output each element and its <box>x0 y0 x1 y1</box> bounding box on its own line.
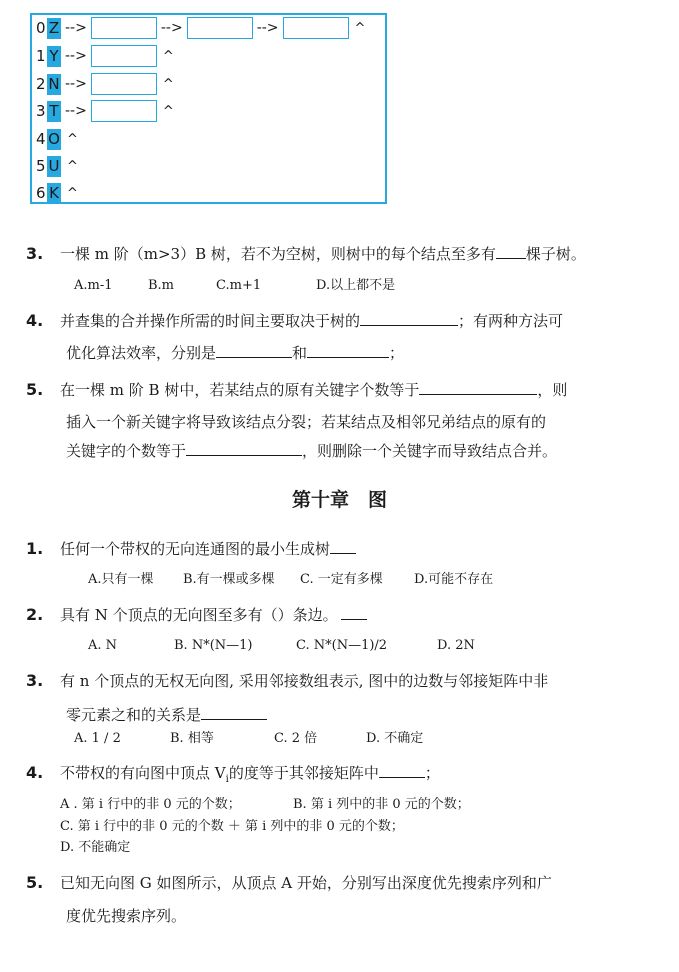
question-9-4-line2 <box>66 342 404 364</box>
option-b: B.有一棵或多棵 <box>183 572 275 587</box>
option-d: D. 不能确定 <box>60 840 131 855</box>
question-text: 和 <box>292 344 308 362</box>
null-pointer: ^ <box>162 48 174 64</box>
hash-row <box>36 17 365 39</box>
answer-blank[interactable] <box>419 379 537 395</box>
question-number: 5. <box>26 873 44 892</box>
option-c: C.m+1 <box>216 278 262 293</box>
chain-node <box>91 45 157 67</box>
answer-blank[interactable] <box>341 604 367 620</box>
row-key: Y <box>47 46 61 67</box>
answer-blank[interactable] <box>379 762 425 778</box>
row-key: N <box>48 74 60 93</box>
null-pointer: ^ <box>354 20 366 36</box>
hash-row <box>36 155 78 177</box>
answer-blank[interactable] <box>496 243 526 259</box>
chain-node <box>91 73 157 95</box>
arrow: --> <box>65 48 87 64</box>
question-text: 不带权的有向图中顶点 V <box>60 764 226 782</box>
null-pointer: ^ <box>67 131 78 147</box>
option-c: C. 一定有多棵 <box>300 572 383 587</box>
question-9-4 <box>26 310 563 332</box>
question-number: 4. <box>26 763 44 782</box>
arrow: --> <box>256 20 279 36</box>
question-text: 棵子树。 <box>525 245 586 263</box>
question-9-3 <box>26 243 586 265</box>
option-d: D.可能不存在 <box>414 572 494 587</box>
hash-row <box>36 128 78 150</box>
question-number: 1. <box>26 539 44 558</box>
row-index: 3 <box>36 102 46 120</box>
row-index: 2 <box>36 75 46 93</box>
question-text: ；有两种方法可 <box>458 312 564 330</box>
option-d: D. 2N <box>437 638 475 653</box>
row-index: 1 <box>36 47 46 65</box>
row-key: T <box>47 101 61 122</box>
null-pointer: ^ <box>67 185 78 201</box>
question-text: 优化算法效率，分别是 <box>66 344 217 362</box>
question-text: ，则 <box>537 381 568 399</box>
option-b: B. 第 i 列中的非 0 元的个数； <box>293 797 470 812</box>
row-index: 5 <box>36 157 46 175</box>
question-10-3 <box>26 670 548 692</box>
question-number: 2. <box>26 605 44 624</box>
row-index: 6 <box>36 184 46 202</box>
option-d: D. 不确定 <box>366 731 424 746</box>
answer-blank[interactable] <box>307 342 389 358</box>
question-text: 任何一个带权的无向连通图的最小生成树 <box>60 540 331 558</box>
option-c: C. N*(N—1)/2 <box>296 638 388 653</box>
question-text: 关键字的个数等于 <box>66 442 187 460</box>
question-9-5 <box>26 379 567 401</box>
arrow: --> <box>160 20 183 36</box>
question-text: 零元素之和的关系是 <box>66 706 202 724</box>
question-text: ； <box>389 344 405 362</box>
chapter-title: 第十章 图 <box>291 489 387 511</box>
question-number: 3. <box>26 244 44 263</box>
row-key: K <box>47 183 61 204</box>
question-text: 在一棵 m 阶 B 树中，若某结点的原有关键字个数等于 <box>60 381 420 399</box>
hash-row <box>36 100 174 122</box>
option-b: B. 相等 <box>170 731 214 746</box>
question-10-5 <box>26 872 552 894</box>
question-text: 已知无向图 G 如图所示，从顶点 A 开始，分别写出深度优先搜索序列和广 <box>60 874 552 892</box>
null-pointer: ^ <box>162 103 174 119</box>
chain-node <box>283 17 349 39</box>
question-text: ； <box>424 764 440 782</box>
chain-node <box>91 100 157 122</box>
row-index: 4 <box>36 130 46 148</box>
option-b: B. N*(N—1) <box>174 638 253 653</box>
option-a: A . 第 i 行中的非 0 元的个数； <box>60 797 241 812</box>
option-c: C. 第 i 行中的非 0 元的个数 ＋ 第 i 列中的非 0 元的个数； <box>60 819 404 834</box>
arrow: --> <box>65 76 87 92</box>
answer-blank[interactable] <box>330 538 356 554</box>
question-10-4 <box>26 762 440 791</box>
question-text: 的度等于其邻接矩阵中 <box>228 764 379 782</box>
hash-row <box>36 45 174 67</box>
answer-blank[interactable] <box>186 440 302 456</box>
option-a: A. 1 / 2 <box>74 731 121 746</box>
question-number: 3. <box>26 671 44 690</box>
option-b: B.m <box>148 278 175 293</box>
question-10-1 <box>26 538 356 560</box>
arrow: --> <box>65 103 87 119</box>
option-c: C. 2 倍 <box>274 731 318 746</box>
question-text: 有 n 个顶点的无权无向图, 采用邻接数组表示, 图中的边数与邻接矩阵中非 <box>60 672 549 690</box>
row-key: O <box>48 129 60 148</box>
question-9-5-line2: 插入一个新关键字将导致该结点分裂；若某结点及相邻兄弟结点的原有的 <box>66 413 547 431</box>
null-pointer: ^ <box>67 158 78 174</box>
question-text: ，则删除一个关键字而导致结点合并。 <box>302 442 558 460</box>
question-10-3-line2 <box>66 704 267 726</box>
question-text: 并查集的合并操作所需的时间主要取决于树的 <box>60 312 361 330</box>
chain-node <box>91 17 157 39</box>
chain-node <box>187 17 253 39</box>
question-10-5-line2: 度优先搜索序列。 <box>66 907 187 925</box>
row-index: 0 <box>36 19 46 37</box>
option-a: A.m-1 <box>74 278 113 293</box>
subscript: i <box>225 774 229 785</box>
hash-table-diagram <box>30 13 387 204</box>
row-key: U <box>48 156 60 175</box>
option-a: A. N <box>88 638 118 653</box>
option-d: D.以上都不是 <box>316 278 396 293</box>
answer-blank[interactable] <box>201 704 267 720</box>
question-10-2 <box>26 604 367 626</box>
hash-row <box>36 182 78 204</box>
answer-blank[interactable] <box>360 310 458 326</box>
row-key: Z <box>48 18 60 37</box>
question-9-5-line3 <box>66 440 557 462</box>
null-pointer: ^ <box>162 76 174 92</box>
question-text: 一棵 m 阶（m>3）B 树，若不为空树，则树中的每个结点至多有 <box>60 245 496 263</box>
question-text: 具有 N 个顶点的无向图至多有（）条边。 <box>60 606 338 624</box>
option-a: A.只有一棵 <box>88 572 154 587</box>
hash-row <box>36 73 174 95</box>
answer-blank[interactable] <box>216 342 292 358</box>
question-number: 5. <box>26 380 44 399</box>
question-number: 4. <box>26 311 44 330</box>
arrow: --> <box>65 20 87 36</box>
